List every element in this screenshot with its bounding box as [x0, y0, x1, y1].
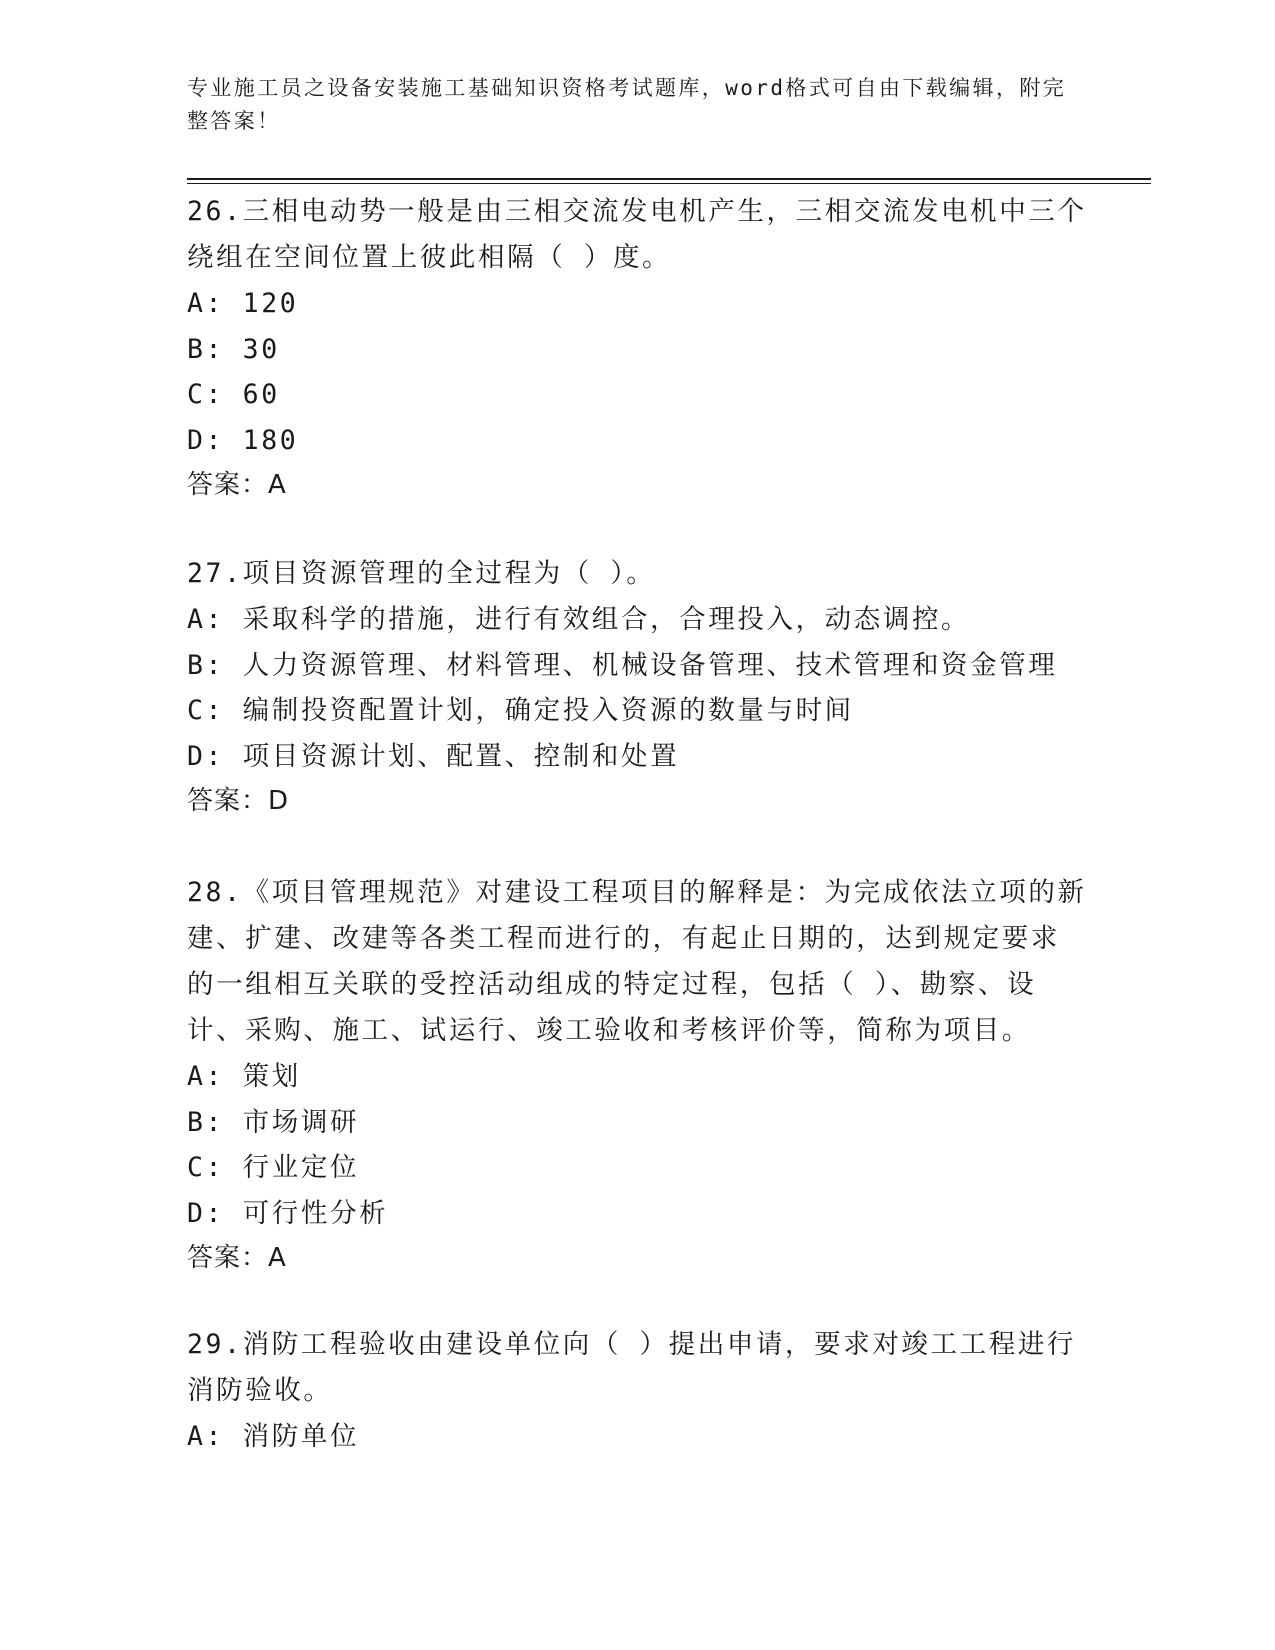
option-d: D: 项目资源计划、配置、控制和处置: [187, 740, 680, 772]
option-a: A: 120: [187, 288, 299, 319]
option-c: C: 行业定位: [187, 1152, 360, 1183]
question-stem: 27.项目资源管理的全过程为（ ）。: [187, 558, 656, 589]
option-b: B: 30: [187, 333, 280, 365]
option-a: A: 策划: [187, 1061, 301, 1092]
question-29: [187, 1322, 1087, 1460]
question-26: [187, 189, 1087, 509]
option-a: A: 消防单位: [187, 1421, 360, 1452]
option-d: D: 可行性分析: [187, 1197, 389, 1229]
answer-line: 答案：D: [187, 786, 290, 816]
question-stem: 28.《项目管理规范》对建设工程项目的解释是：为完成依法立项的新建、扩建、改建等各类工程而进行的，有起止日期的，达到规定要求的一组相互关联的受控活动组成的特定过程，包括（ ）、勘察、设计、采购、施工、试运行、竣工验收和考核评价等，简称为项目。: [187, 877, 1087, 1046]
option-b: B: 市场调研: [187, 1106, 360, 1138]
option-c: C: 编制投资配置计划，确定投入资源的数量与时间: [187, 695, 854, 726]
option-d: D: 180: [187, 424, 299, 456]
question-stem: 26.三相电动势一般是由三相交流发电机产生，三相交流发电机中三个绕组在空间位置上彼此相隔（ ）度。: [187, 196, 1087, 273]
answer-line: 答案：A: [187, 1243, 287, 1273]
question-27: [187, 551, 1087, 825]
question-stem: 29.消防工程验收由建设单位向（ ）提出申请，要求对竣工工程进行消防验收。: [187, 1329, 1077, 1406]
header-divider-thin: [187, 183, 1151, 184]
option-a: A: 采取科学的措施，进行有效组合，合理投入，动态调控。: [187, 604, 971, 635]
question-28: [187, 870, 1087, 1282]
answer-line: 答案：A: [187, 470, 287, 500]
document-intro: 专业施工员之设备安装施工基础知识资格考试题库，word格式可自由下载编辑，附完整答案！: [187, 76, 1067, 133]
option-c: C: 60: [187, 379, 280, 410]
header-divider-thick: [187, 178, 1151, 180]
option-b: B: 人力资源管理、材料管理、机械设备管理、技术管理和资金管理: [187, 649, 1058, 681]
